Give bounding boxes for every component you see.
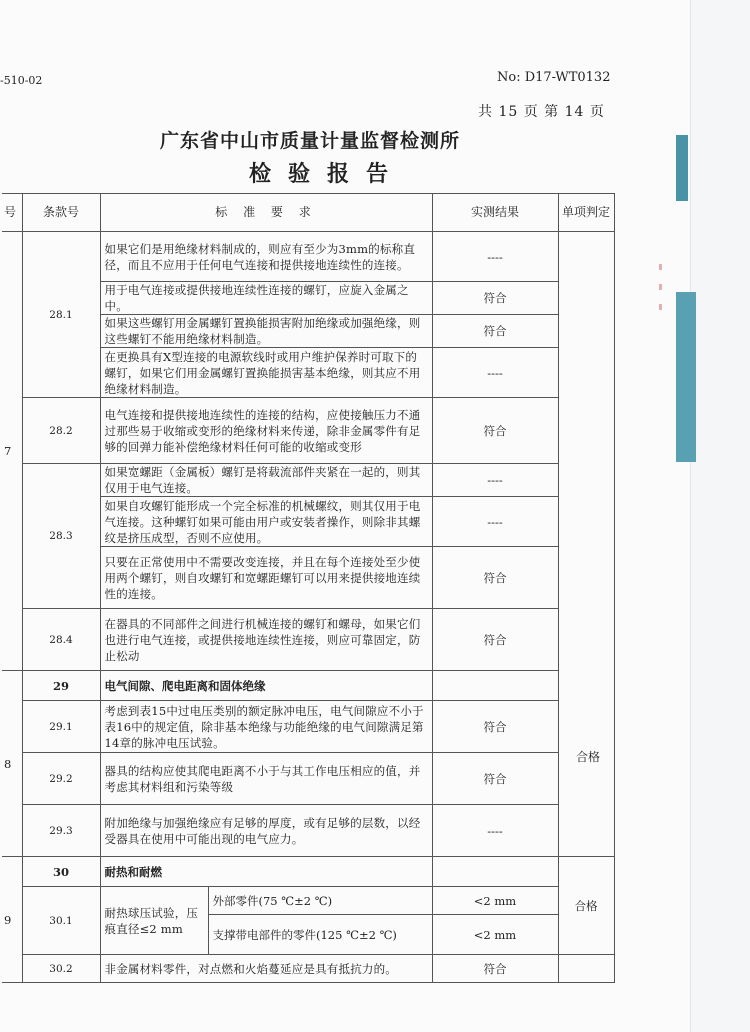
verdict-value: 合格 [558,857,614,955]
section-title: 电气间隙、爬电距离和固体绝缘 [100,671,432,701]
clause-number: 28.2 [22,398,100,464]
table-row [2,701,614,753]
result-value [432,857,558,887]
requirement-text: 如果自攻螺钉能形成一个完全标准的机械螺纹，则其仅用于电气连接。这种螺钉如果可能由用户或安装者操作，则除非其螺纹是挤压成型，否则不应使用。 [100,497,432,547]
clause-number: 29.3 [22,805,100,857]
result-value: 符合 [432,955,558,983]
col-header-requirement: 标 准 要 求 [100,194,432,232]
result-value: ---- [432,232,558,282]
table-row [2,887,614,915]
table-row [2,232,614,282]
group-number: 9 [2,857,22,983]
requirement-text: 如果宽螺距（金属板）螺钉是将载流部件夹紧在一起的，则其仅用于电气连接。 [100,464,432,497]
result-value: 符合 [432,315,558,348]
result-value: ---- [432,348,558,398]
section-row [2,857,614,887]
table-header-row [2,194,614,232]
group-number: 8 [2,671,22,857]
section-number: 30 [22,857,100,887]
report-number: No: D17-WT0132 [497,70,611,85]
verdict-value: 合格 [576,750,601,764]
binder-tab [676,135,688,201]
requirement-text: 在器具的不同部件之间进行机械连接的螺钉和螺母，如果它们也进行电气连接，或提供接地连续性连接，则应可靠固定，防止松动 [100,609,432,671]
table-row [2,753,614,805]
requirement-text: 电气连接和提供接地连续性的连接的结构，应使接触压力不通过那些易于收缩或变形的绝缘材料来传递，除非金属零件有足够的回弹力能补偿绝缘材料任何可能的收缩或变形 [100,398,432,464]
result-value: ---- [432,464,558,497]
table-row [2,464,614,497]
sub-requirement: 外部零件(75 ℃±2 ℃) [208,887,432,915]
result-value: <2 mm [432,887,558,915]
result-value: 符合 [432,609,558,671]
requirement-text: 器具的结构应使其爬电距离不小于与其工作电压相应的值，并考虑其材料组和污染等级 [100,753,432,805]
col-header-clause: 条款号 [22,194,100,232]
clause-number: 28.1 [22,232,100,398]
clause-number: 29.2 [22,753,100,805]
requirement-text: 用于电气连接或提供接地连续性连接的螺钉，应旋入金属之中。 [100,282,432,315]
table-row [2,805,614,857]
clause-number: 30.2 [22,955,100,983]
form-code: -510-02 [0,74,43,87]
clause-number: 28.3 [22,464,100,609]
stamp-mark [655,250,665,360]
result-value: 符合 [432,282,558,315]
result-value: ---- [432,497,558,547]
result-value: 符合 [432,753,558,805]
table-row [2,398,614,464]
requirement-text: 非金属材料零件，对点燃和火焰蔓延应是具有抵抗力的。 [100,955,432,983]
result-value: 符合 [432,547,558,609]
section-row [2,671,614,701]
result-value: 符合 [432,398,558,464]
requirement-text: 附加绝缘与加强绝缘应有足够的厚度，或有足够的层数，以经受器具在使用中可能出现的电气应力。 [100,805,432,857]
result-value: <2 mm [432,915,558,955]
page-edge [690,0,750,1032]
result-value [432,671,558,701]
verdict-cell [558,955,614,983]
requirement-text: 在更换具有X型连接的电源软线时或用户维护保养时可取下的螺钉，如果它们用金属螺钉置换能损害基本绝缘，则其应不用绝缘材料制造。 [100,348,432,398]
result-value: 符合 [432,701,558,753]
section-number: 29 [22,671,100,701]
requirement-text: 如果它们是用绝缘材料制成的，则应有至少为3mm的标称直径，而且不应用于任何电气连接和提供接地连续性的连接。 [100,232,432,282]
col-header-no: 号 [2,194,22,232]
table-row [2,609,614,671]
col-header-result: 实测结果 [432,194,558,232]
inspection-table [2,193,615,983]
page-info: 共 15 页 第 14 页 [478,104,605,120]
requirement-text: 考虑到表15中过电压类别的额定脉冲电压，电气间隙应不小于表16中的规定值，除非基本绝缘与功能绝缘的电气间隙满足第14章的脉冲电压试验。 [100,701,432,753]
organization-name: 广东省中山市质量计量监督检测所 [159,130,460,152]
requirement-text: 如果这些螺钉用金属螺钉置换能损害附加绝缘或加强绝缘，则这些螺钉不能用绝缘材料制造。 [100,315,432,348]
clause-number: 30.1 [22,887,100,955]
section-title: 耐热和耐燃 [100,857,432,887]
sub-requirement: 支撑带电部件的零件(125 ℃±2 ℃) [208,915,432,955]
group-number: 7 [2,232,22,671]
requirement-text: 耐热球压试验，压痕直径≤2 mm [100,887,208,955]
result-value: ---- [432,805,558,857]
report-title: 检验报告 [248,161,405,187]
clause-number: 29.1 [22,701,100,753]
clause-number: 28.4 [22,609,100,671]
table-row [2,955,614,983]
col-header-verdict: 单项判定 [558,194,614,232]
requirement-text: 只要在正常使用中不需要改变连接，并且在每个连接处至少使用两个螺钉，则自攻螺钉和宽螺距螺钉可以用来提供接地连续性的连接。 [100,547,432,609]
binder-tab [676,292,696,462]
